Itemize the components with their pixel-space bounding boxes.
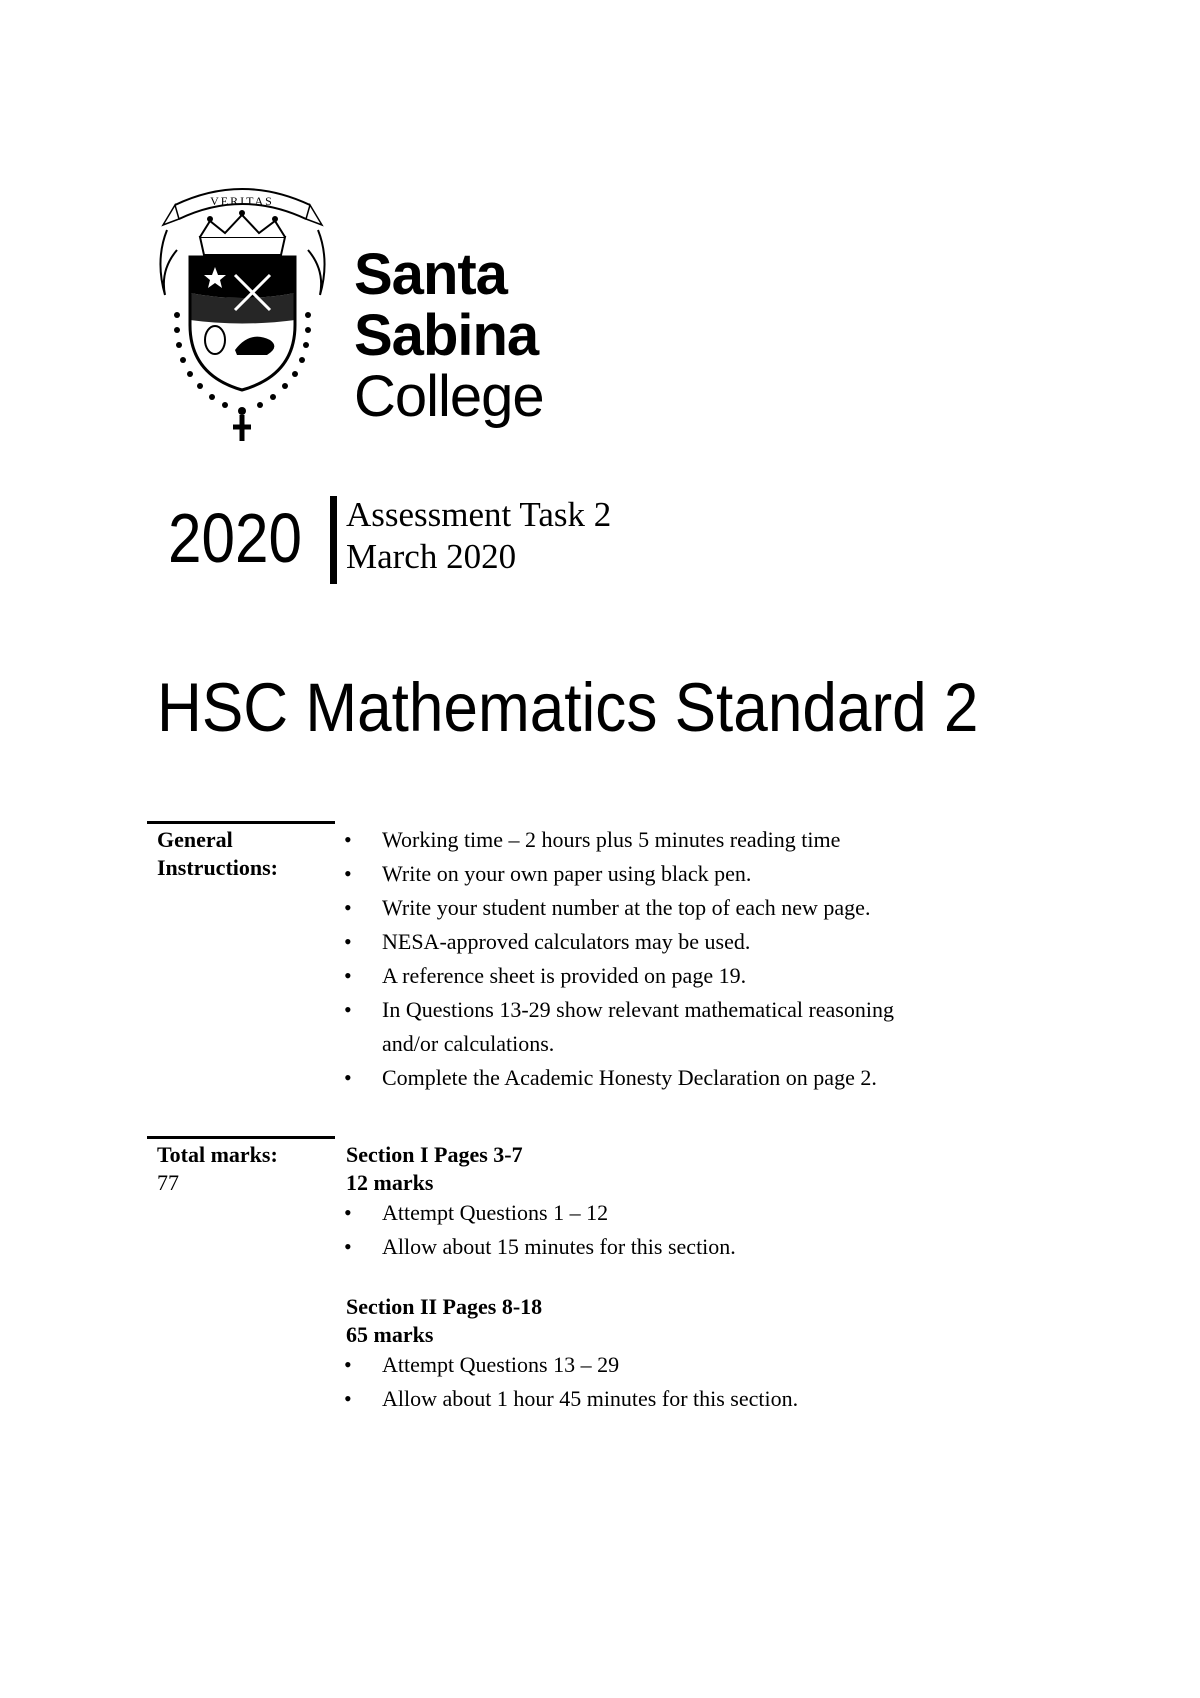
list-item: • Write on your own paper using black pen. xyxy=(344,857,982,891)
exam-year: 2020 xyxy=(168,499,302,577)
task-name: Assessment Task 2 xyxy=(346,495,612,534)
list-item: • NESA-approved calculators may be used. xyxy=(344,925,982,959)
total-marks-value: 77 xyxy=(157,1170,179,1195)
total-marks-label: Total marks: 77 xyxy=(157,1142,278,1195)
list-item: • Allow about 15 minutes for this section. xyxy=(344,1230,982,1264)
task-info xyxy=(346,494,611,578)
college-name-line2: Sabina xyxy=(354,303,539,368)
list-item: • Working time – 2 hours plus 5 minutes reading time xyxy=(344,823,982,857)
list-item: • Allow about 1 hour 45 minutes for this section. xyxy=(344,1382,982,1416)
crest-motto: VERITAS xyxy=(210,194,274,208)
list-item: • In Questions 13-29 show relevant mathematical reasoning and/or calculations. xyxy=(344,993,982,1061)
list-item: • Complete the Academic Honesty Declaration on page 2. xyxy=(344,1061,982,1095)
college-name xyxy=(354,244,544,427)
college-crest-logo xyxy=(155,175,330,445)
general-instructions-divider xyxy=(147,821,335,824)
section-1-list xyxy=(344,1196,982,1264)
general-instructions-label: General Instructions: xyxy=(157,827,279,880)
year-divider xyxy=(330,496,337,584)
list-item: • Attempt Questions 13 – 29 xyxy=(344,1348,982,1382)
task-date: March 2020 xyxy=(346,537,517,576)
college-name-line3: College xyxy=(354,364,544,429)
section-1-header: Section I Pages 3-7 12 marks xyxy=(346,1142,523,1195)
section-2-list xyxy=(344,1348,982,1416)
list-item: • A reference sheet is provided on page 19. xyxy=(344,959,982,993)
total-marks-divider xyxy=(147,1136,335,1139)
list-item: • Attempt Questions 1 – 12 xyxy=(344,1196,982,1230)
page-title: HSC Mathematics Standard 2 xyxy=(157,669,979,746)
general-instructions-list xyxy=(344,823,982,1095)
college-name-line1: Santa xyxy=(354,242,507,307)
section-2-header: Section II Pages 8-18 65 marks xyxy=(346,1294,543,1347)
list-item: • Write your student number at the top of each new page. xyxy=(344,891,982,925)
